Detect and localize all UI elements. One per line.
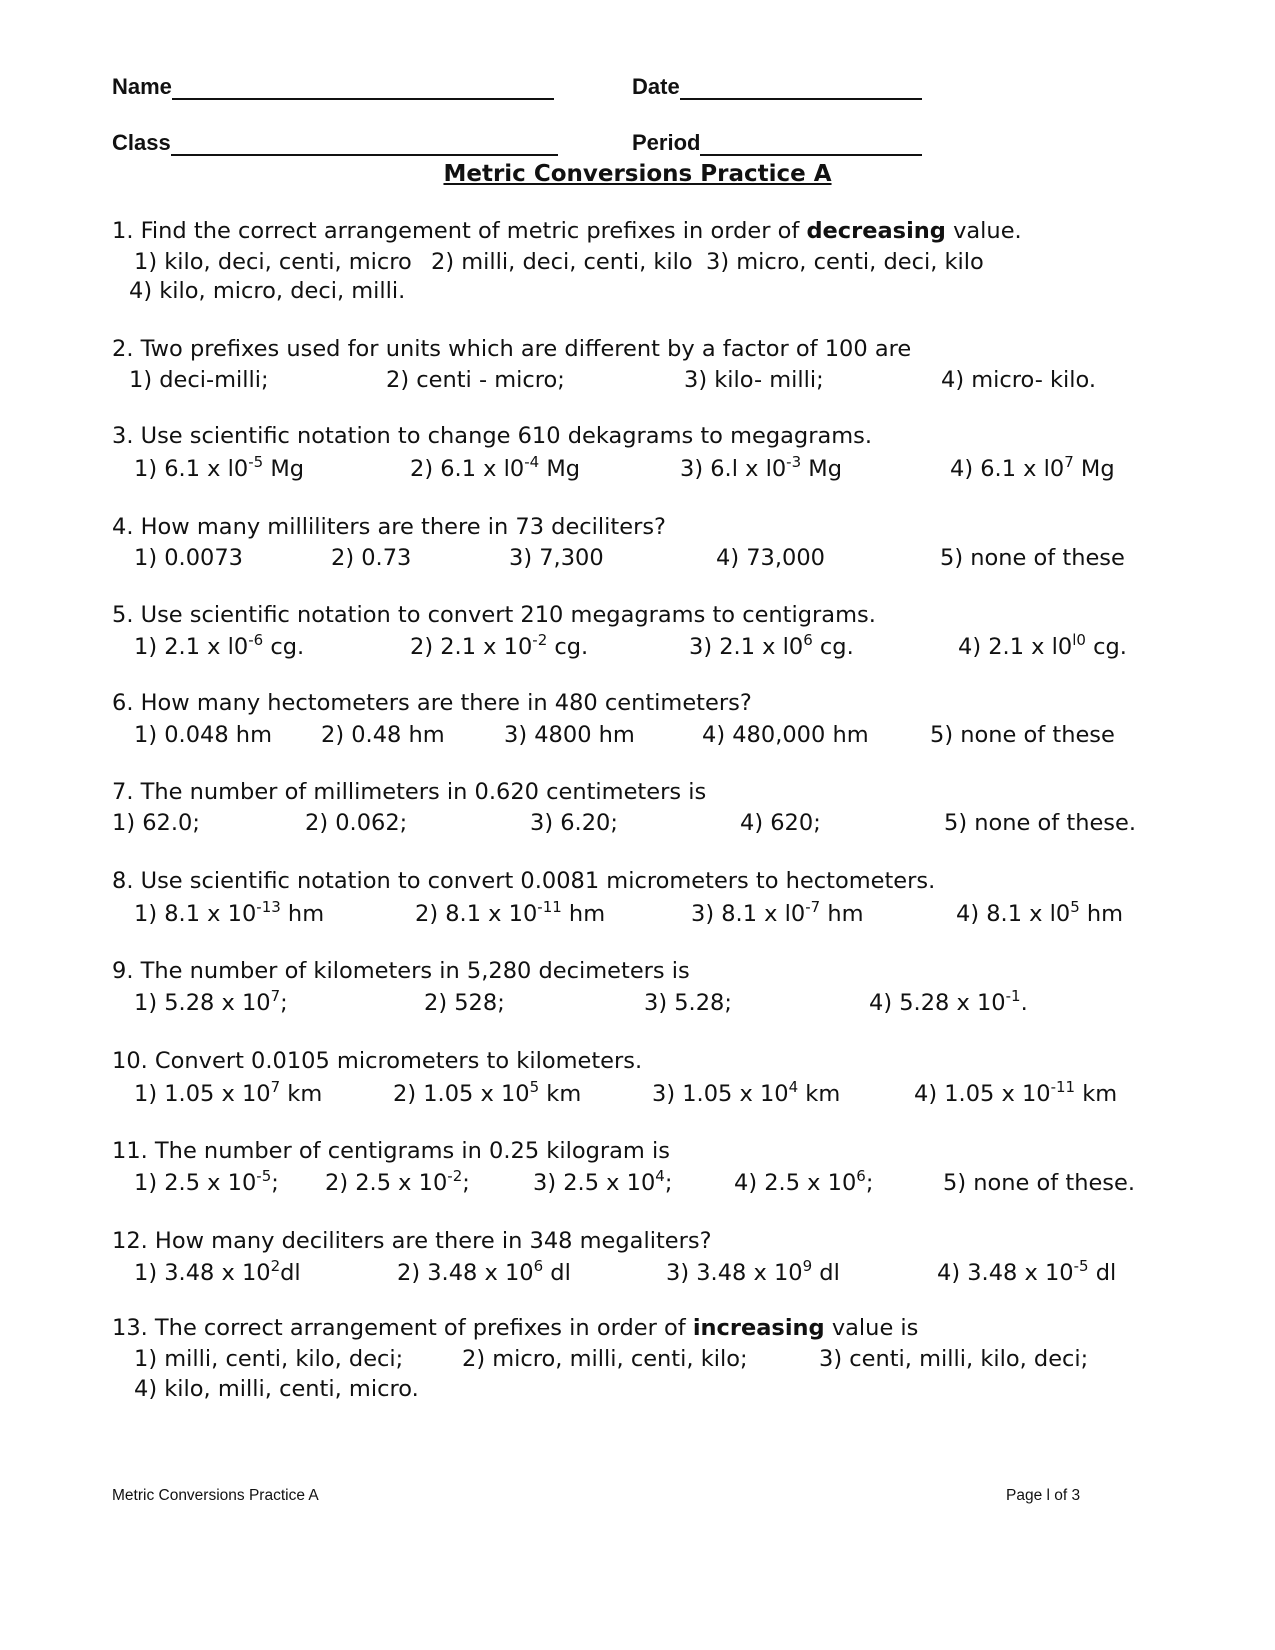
answer-choice (504, 722, 635, 748)
exponent: -3 (786, 453, 802, 471)
question-text: 10. Convert 0.0105 micrometers to kilometers. (112, 1048, 643, 1074)
answer-choice (869, 987, 1028, 1016)
answer-text: 1) milli, centi, kilo, deci; (134, 1346, 404, 1372)
answer-unit: Mg (801, 456, 842, 482)
answer-text: 3) 1.05 x 10 (652, 1081, 789, 1107)
page-title: Metric Conversions Practice A (443, 161, 832, 187)
question-text: 6. How many hectometers are there in 480 centimeters? (112, 690, 752, 716)
exponent: 5 (529, 1078, 540, 1096)
answer-choice (958, 631, 1127, 660)
exponent: 7 (270, 1078, 281, 1096)
answer-choice (331, 545, 411, 571)
question-text: 12. How many deciliters are there in 348 megaliters? (112, 1228, 712, 1254)
footer-page-number: Page l of 3 (1006, 1487, 1081, 1504)
answer-unit: km (1075, 1081, 1118, 1107)
answer-choice (410, 631, 589, 660)
answer-text: 1) 5.28 x 10 (134, 990, 271, 1016)
answer-text: 4) 2.1 x l0 (958, 634, 1073, 660)
answer-unit: Mg (1073, 456, 1115, 482)
answer-choice (129, 367, 269, 393)
answer-text: 1) 2.1 x l0 (134, 634, 249, 660)
answer-unit: dl (543, 1260, 571, 1286)
exponent: -7 (805, 898, 821, 916)
answer-text: 2) 528; (424, 990, 505, 1016)
answer-choice (134, 1346, 403, 1372)
answer-choice (134, 453, 305, 482)
question-11-stem (112, 1138, 670, 1164)
answer-choice (941, 367, 1096, 393)
answer-text: 3) 7,300 (509, 545, 604, 571)
answer-text: 3) 3.48 x 10 (666, 1260, 803, 1286)
question-text: 8. Use scientific notation to convert 0.0081 micrometers to hectometers. (112, 868, 936, 894)
answer-text: 4) 6.1 x l0 (950, 456, 1065, 482)
answer-unit: . (1020, 990, 1028, 1016)
answer-choice (397, 1257, 571, 1286)
exponent: 4 (655, 1167, 665, 1185)
answer-text: 1) 2.5 x 10 (134, 1170, 257, 1196)
question-text: 1. Find the correct arrangement of metric prefixes in order of (112, 218, 807, 244)
answer-choice (937, 1257, 1117, 1286)
answer-unit: cg. (263, 634, 305, 660)
class-field (112, 130, 558, 156)
answer-choice (325, 1167, 470, 1196)
answer-choice (386, 367, 565, 393)
answer-unit: ; (271, 1170, 279, 1196)
question-13-options (0, 1376, 1275, 1408)
answer-text: 1) 62.0; (112, 810, 200, 836)
question-text: 5. Use scientific notation to convert 210 megagrams to centigrams. (112, 602, 876, 628)
answer-choice (410, 453, 581, 482)
answer-text: 2) 2.1 x 10 (410, 634, 533, 660)
question-8-options (0, 898, 1275, 933)
answer-text: 1) 1.05 x 10 (134, 1081, 271, 1107)
question-text: 9. The number of kilometers in 5,280 decimeters is (112, 958, 690, 984)
answer-choice (134, 1376, 419, 1402)
exponent: -13 (256, 898, 281, 916)
exponent: -2 (532, 631, 548, 649)
answer-unit: ; (865, 1170, 874, 1196)
answer-choice (944, 810, 1136, 836)
question-7-stem (112, 779, 706, 805)
answer-unit: ; (462, 1170, 470, 1196)
exponent: 7 (1064, 453, 1074, 471)
question-1-options (0, 278, 1275, 310)
exponent: -5 (256, 1167, 272, 1185)
date-label: Date (632, 74, 680, 99)
answer-text: 3) 5.28; (644, 990, 732, 1016)
question-9-stem (112, 958, 690, 984)
exponent: 2 (270, 1257, 281, 1275)
answer-choice (716, 545, 825, 571)
answer-unit: cg. (1085, 634, 1127, 660)
answer-text: 5) none of these (930, 722, 1115, 748)
answer-text: 5) none of these. (943, 1170, 1136, 1196)
answer-text: 3) 6.l x l0 (680, 456, 787, 482)
answer-choice (684, 367, 824, 393)
answer-choice (305, 810, 407, 836)
answer-choice (740, 810, 821, 836)
answer-text: 1) 6.1 x l0 (134, 456, 249, 482)
answer-choice (666, 1257, 840, 1286)
question-6-stem (112, 690, 752, 716)
exponent: l0 (1072, 631, 1086, 649)
answer-text: 3) 4800 hm (504, 722, 635, 748)
answer-choice (431, 249, 693, 275)
answer-text: 2) 0.73 (331, 545, 412, 571)
answer-choice (321, 722, 445, 748)
answer-text: 4) 5.28 x 10 (869, 990, 1006, 1016)
date-blank-line (680, 78, 922, 100)
answer-text: 1) 3.48 x 10 (134, 1260, 271, 1286)
question-12-options (0, 1257, 1275, 1292)
answer-text: 3) 2.1 x l0 (689, 634, 804, 660)
answer-text: 3) 2.5 x 10 (533, 1170, 656, 1196)
answer-choice (691, 898, 864, 927)
question-text: 11. The number of centigrams in 0.25 kilogram is (112, 1138, 670, 1164)
answer-choice (393, 1078, 582, 1107)
name-field (112, 74, 554, 100)
answer-text: 4) kilo, milli, centi, micro. (134, 1376, 419, 1402)
answer-unit: hm (561, 901, 606, 927)
question-3-options (0, 453, 1275, 488)
date-field (632, 74, 922, 100)
answer-choice (134, 631, 305, 660)
answer-text: 2) 0.48 hm (321, 722, 445, 748)
name-blank-line (172, 78, 554, 100)
exponent: 7 (270, 987, 281, 1005)
question-6-options (0, 722, 1275, 754)
question-text: 4. How many milliliters are there in 73 deciliters? (112, 514, 666, 540)
answer-text: 5) none of these. (944, 810, 1137, 836)
answer-unit: ; (664, 1170, 673, 1196)
answer-choice (914, 1078, 1118, 1107)
question-text: 13. The correct arrangement of prefixes in order of (112, 1315, 693, 1341)
emphasis-word: decreasing (806, 218, 946, 244)
answer-text: 2) micro, milli, centi, kilo; (462, 1346, 748, 1372)
question-1-options (0, 249, 1275, 281)
question-text: 7. The number of millimeters in 0.620 centimeters is (112, 779, 707, 805)
exponent: 5 (1070, 898, 1080, 916)
question-10-options (0, 1078, 1275, 1113)
answer-text: 1) 0.0073 (134, 545, 243, 571)
answer-choice (533, 1167, 673, 1196)
question-text-end: value is (824, 1315, 919, 1341)
answer-text: 4) 73,000 (716, 545, 825, 571)
name-label: Name (112, 74, 172, 99)
question-3-stem (112, 423, 872, 449)
answer-choice (415, 898, 606, 927)
question-2-stem (112, 336, 911, 362)
answer-choice (134, 1078, 323, 1107)
exponent: 6 (533, 1257, 544, 1275)
answer-text: 4) 620; (740, 810, 821, 836)
exponent: 6 (856, 1167, 866, 1185)
answer-choice (950, 453, 1115, 482)
class-label: Class (112, 130, 171, 155)
answer-unit: hm (280, 901, 325, 927)
answer-text: 4) 480,000 hm (702, 722, 869, 748)
answer-text: 2) 8.1 x 10 (415, 901, 538, 927)
question-11-options (0, 1167, 1275, 1202)
question-text-end: value. (945, 218, 1022, 244)
answer-choice (462, 1346, 748, 1372)
answer-choice (940, 545, 1125, 571)
answer-text: 4) 2.5 x 10 (734, 1170, 857, 1196)
exponent: -5 (1073, 1257, 1089, 1275)
answer-choice (819, 1346, 1088, 1372)
exponent: -2 (447, 1167, 463, 1185)
answer-choice (134, 1167, 279, 1196)
question-9-options (0, 987, 1275, 1022)
question-12-stem (112, 1228, 712, 1254)
answer-choice (943, 1170, 1135, 1196)
question-text: 3. Use scientific notation to change 610 dekagrams to megagrams. (112, 423, 873, 449)
answer-unit: km (539, 1081, 582, 1107)
answer-choice (509, 545, 604, 571)
question-text: 2. Two prefixes used for units which are different by a factor of 100 are (112, 336, 912, 362)
question-5-options (0, 631, 1275, 666)
answer-text: 5) none of these (940, 545, 1125, 571)
answer-choice (734, 1167, 874, 1196)
exponent: -6 (248, 631, 264, 649)
answer-unit: hm (820, 901, 864, 927)
answer-unit: dl (280, 1260, 301, 1286)
answer-choice (706, 249, 984, 275)
question-13-stem (112, 1315, 918, 1341)
answer-choice (644, 990, 732, 1016)
answer-text: 4) 3.48 x 10 (937, 1260, 1074, 1286)
answer-text: 3) 8.1 x l0 (691, 901, 806, 927)
answer-choice (134, 1257, 301, 1286)
answer-choice (134, 987, 288, 1016)
footer-left: Metric Conversions Practice A (112, 1487, 319, 1504)
answer-choice (956, 898, 1124, 927)
answer-unit: ; (280, 990, 288, 1016)
answer-text: 2) milli, deci, centi, kilo (431, 249, 693, 275)
exponent: -4 (524, 453, 540, 471)
exponent: -11 (537, 898, 562, 916)
answer-unit: cg. (547, 634, 589, 660)
answer-text: 1) deci-milli; (129, 367, 269, 393)
question-5-stem (112, 602, 876, 628)
answer-unit: dl (1088, 1260, 1117, 1286)
answer-choice (930, 722, 1115, 748)
period-field (632, 130, 922, 156)
exponent: -5 (248, 453, 264, 471)
question-1-stem (112, 218, 1022, 244)
period-blank-line (700, 134, 922, 156)
exponent: 9 (802, 1257, 813, 1275)
answer-choice (134, 249, 412, 275)
period-label: Period (632, 130, 701, 155)
answer-unit: km (280, 1081, 323, 1107)
answer-unit: dl (812, 1260, 840, 1286)
question-7-options (0, 810, 1275, 842)
answer-text: 3) kilo- milli; (684, 367, 824, 393)
answer-choice (652, 1078, 841, 1107)
answer-choice (702, 722, 869, 748)
answer-text: 1) 8.1 x 10 (134, 901, 257, 927)
question-8-stem (112, 868, 935, 894)
question-13-options (0, 1346, 1275, 1378)
answer-unit: hm (1079, 901, 1124, 927)
answer-choice (134, 722, 272, 748)
exponent: -11 (1050, 1078, 1076, 1096)
answer-choice (680, 453, 842, 482)
answer-text: 3) centi, milli, kilo, deci; (819, 1346, 1089, 1372)
answer-text: 3) 6.20; (530, 810, 618, 836)
answer-text: 3) micro, centi, deci, kilo (706, 249, 984, 275)
exponent: -1 (1005, 987, 1021, 1005)
question-4-options (0, 545, 1275, 577)
answer-text: 1) 0.048 hm (134, 722, 272, 748)
answer-text: 2) centi - micro; (386, 367, 565, 393)
answer-text: 4) micro- kilo. (941, 367, 1097, 393)
answer-choice (129, 278, 405, 304)
class-blank-line (171, 134, 558, 156)
answer-text: 4) 8.1 x l0 (956, 901, 1071, 927)
exponent: 6 (803, 631, 813, 649)
answer-choice (689, 631, 854, 660)
question-2-options (0, 367, 1275, 399)
answer-choice (424, 990, 505, 1016)
question-4-stem (112, 514, 666, 540)
answer-choice (530, 810, 618, 836)
answer-choice (112, 810, 200, 836)
answer-text: 2) 3.48 x 10 (397, 1260, 534, 1286)
answer-text: 2) 1.05 x 10 (393, 1081, 530, 1107)
answer-choice (134, 545, 243, 571)
answer-text: 2) 0.062; (305, 810, 408, 836)
answer-choice (134, 898, 325, 927)
answer-text: 2) 6.1 x l0 (410, 456, 525, 482)
answer-text: 2) 2.5 x 10 (325, 1170, 448, 1196)
answer-unit: Mg (539, 456, 581, 482)
answer-unit: cg. (812, 634, 854, 660)
answer-text: 4) 1.05 x 10 (914, 1081, 1051, 1107)
exponent: 4 (788, 1078, 799, 1096)
answer-unit: Mg (263, 456, 305, 482)
answer-text: 4) kilo, micro, deci, milli. (129, 278, 406, 304)
answer-text: 1) kilo, deci, centi, micro (134, 249, 412, 275)
question-10-stem (112, 1048, 642, 1074)
emphasis-word: increasing (692, 1315, 825, 1341)
answer-unit: km (798, 1081, 841, 1107)
